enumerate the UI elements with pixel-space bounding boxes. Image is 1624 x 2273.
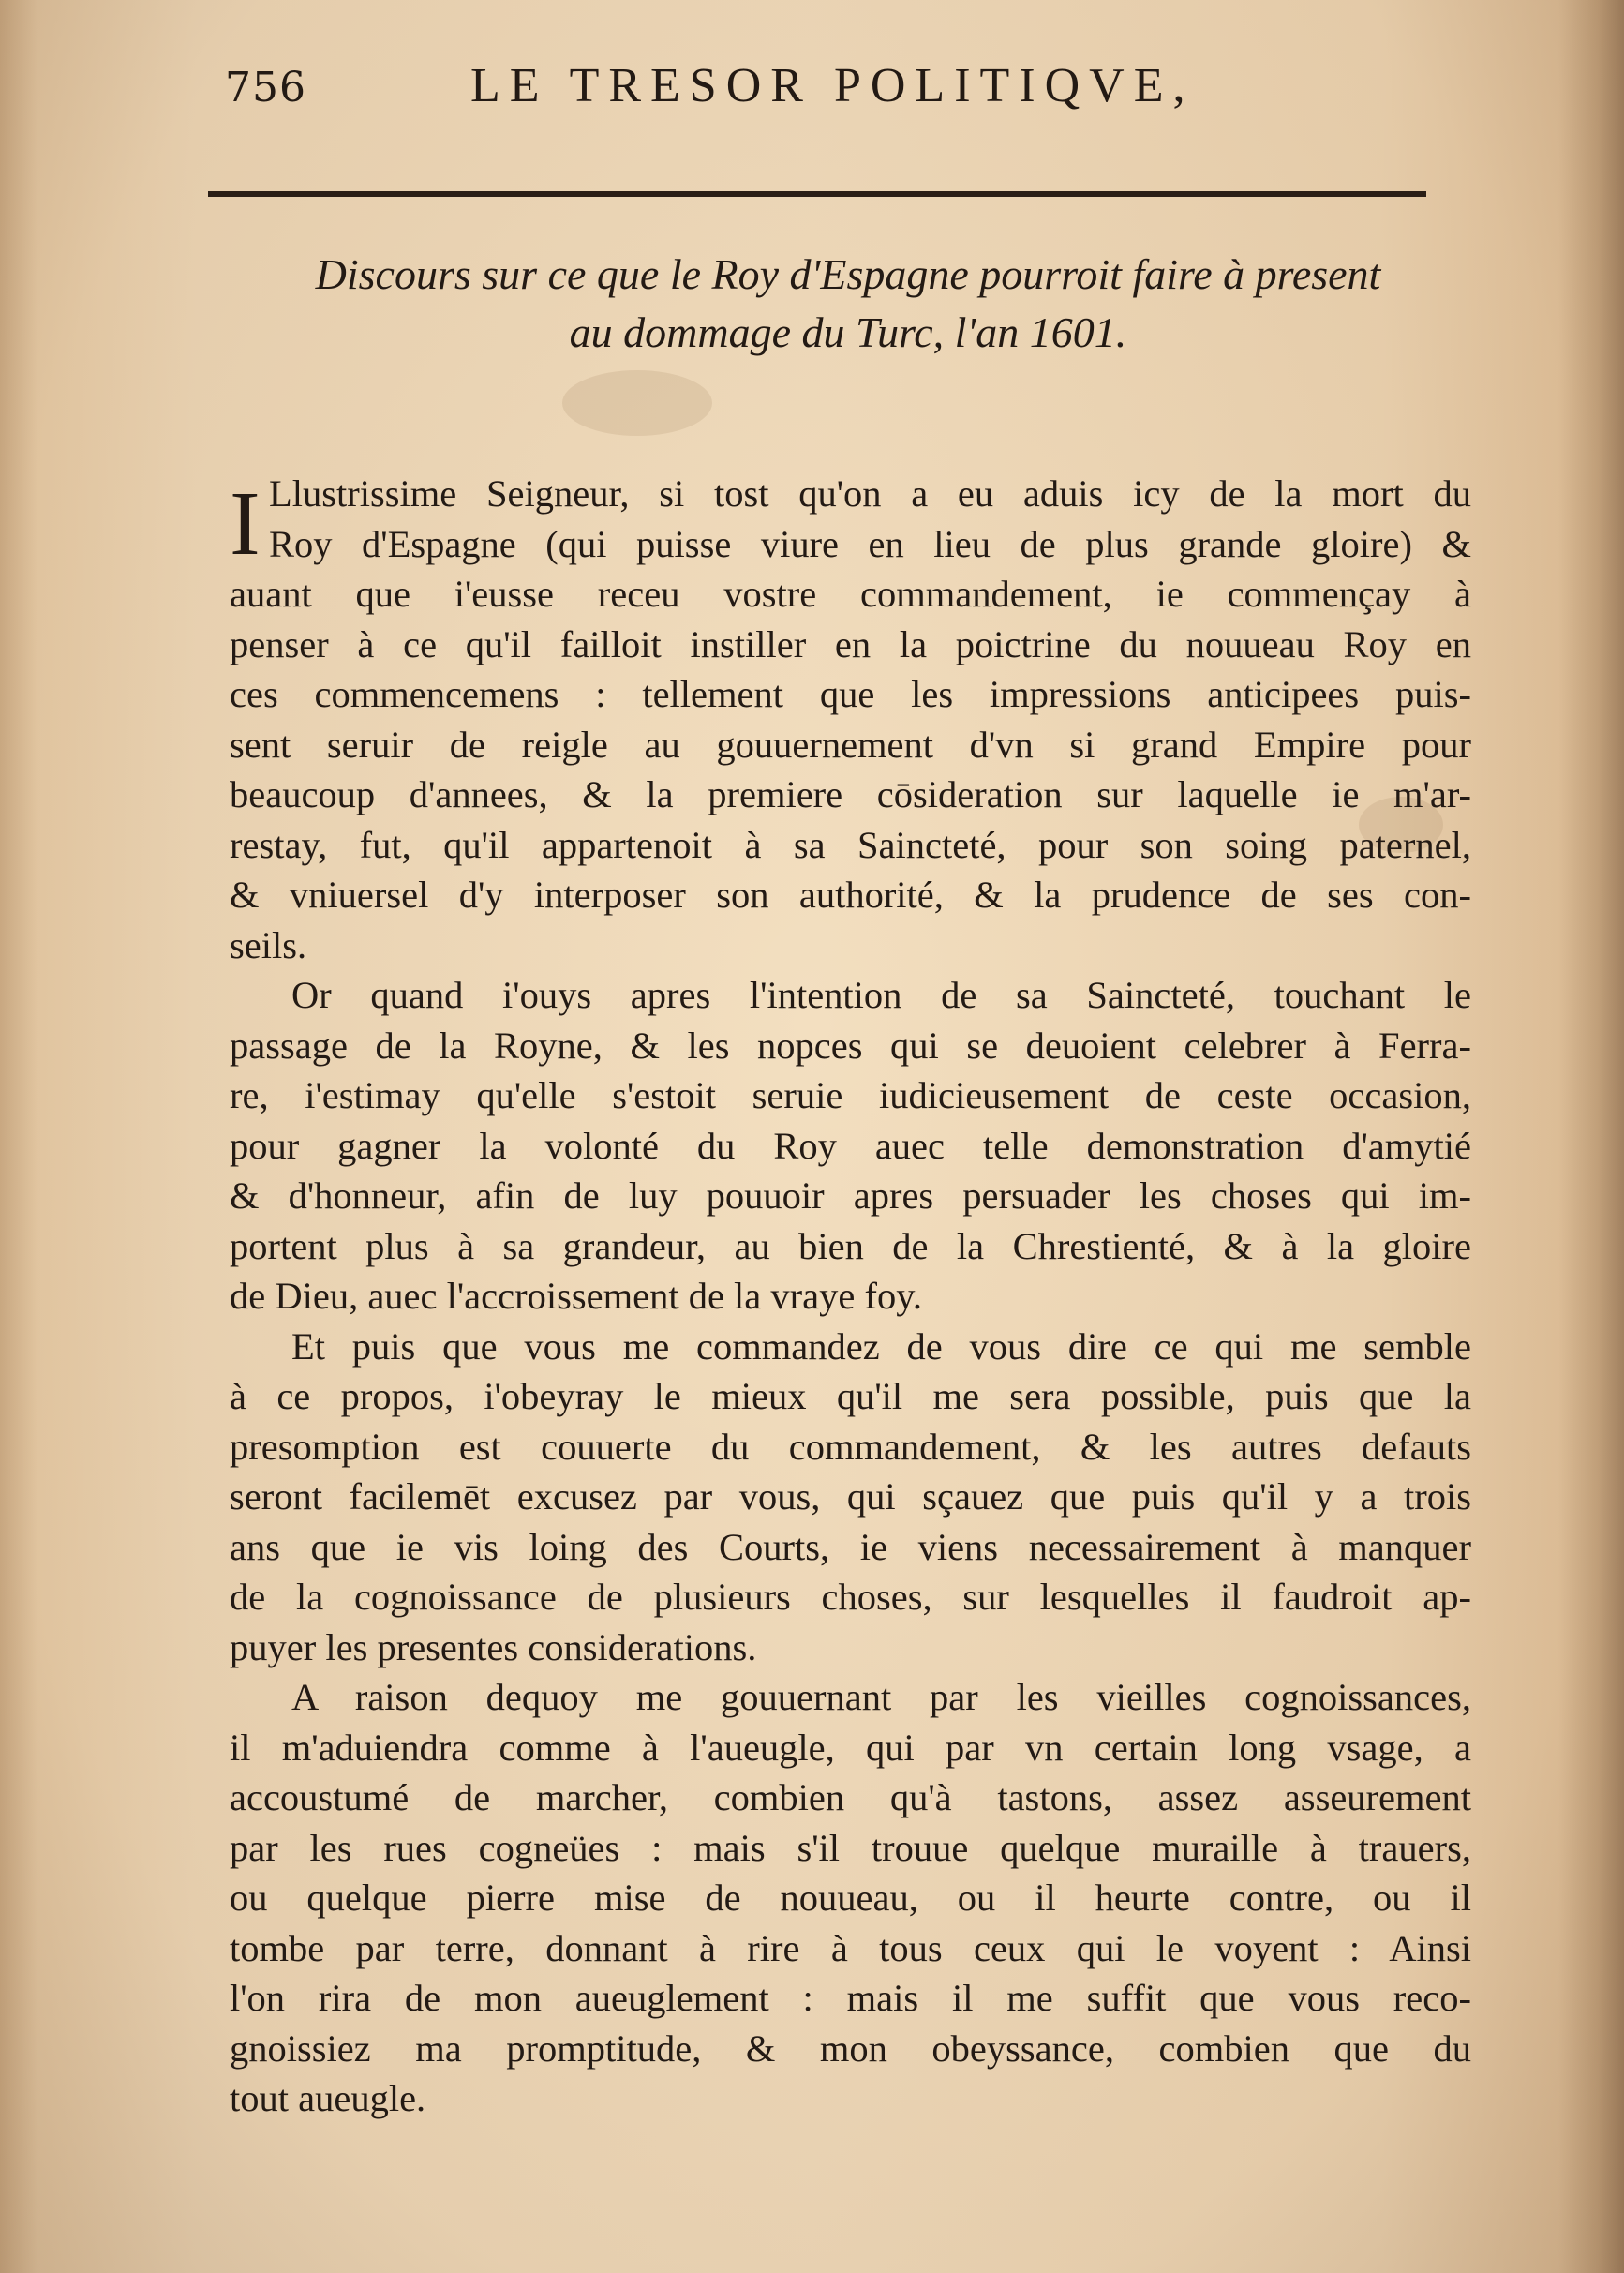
text-line: de la cognoissance de plusieurs choses, sur lesquelles il faudroit ap- bbox=[230, 1576, 1471, 1618]
paper-stain bbox=[562, 370, 712, 436]
chapter-title-line: au dommage du Turc, l'an 1601. bbox=[569, 308, 1127, 356]
text-line: l'on rira de mon aueuglement : mais il me suffit que vous reco- bbox=[230, 1977, 1471, 2019]
chapter-title-line: Discours sur ce que le Roy d'Espagne pourroit faire à present bbox=[315, 250, 1381, 298]
running-head bbox=[225, 58, 1499, 124]
text-line: tout aueugle. bbox=[230, 2077, 426, 2119]
body-text bbox=[230, 469, 1471, 2124]
text-line: de Dieu, auec l'accroissement de la vraye foy. bbox=[230, 1275, 922, 1317]
text-line: & d'honneur, afin de luy pouuoir apres persuader les choses qui im- bbox=[230, 1174, 1471, 1217]
text-line: Llustrissime Seigneur, si tost qu'on a eu aduis icy de la mort du bbox=[269, 472, 1471, 515]
text-line: Et puis que vous me commandez de vous dire ce qui me semble bbox=[291, 1324, 1471, 1368]
text-line: seront facilemēt excusez par vous, qui sçauez que puis qu'il y a trois bbox=[230, 1475, 1471, 1518]
text-line: gnoissiez ma promptitude, & mon obeyssance, combien que du bbox=[230, 2026, 1471, 2070]
page-edge-shadow bbox=[0, 0, 37, 2273]
page-number: 756 bbox=[225, 64, 306, 112]
text-line: beaucoup d'annees, & la premiere cōsideration sur laquelle ie m'ar- bbox=[230, 773, 1471, 815]
text-line: ans que ie vis loing des Courts, ie viens necessairement à manquer bbox=[230, 1525, 1471, 1568]
text-line: & vniuersel d'y interposer son authorité, & la prudence de ses con- bbox=[230, 874, 1471, 916]
drop-cap: I bbox=[230, 473, 261, 575]
text-line: re, i'estimay qu'elle s'estoit seruie iudicieusement de ceste occasion, bbox=[230, 1074, 1471, 1116]
text-line: Roy d'Espagne (qui puisse viure en lieu de plus grande gloire) & bbox=[269, 522, 1471, 565]
text-line: passage de la Royne, & les nopces qui se deuoient celebrer à Ferra- bbox=[230, 1024, 1471, 1067]
text-line: tombe par terre, donnant à rire à tous ceux qui le voyent : Ainsi bbox=[230, 1926, 1471, 1969]
text-line: par les rues cogneües : mais s'il trouue quelque muraille à trauers, bbox=[230, 1826, 1471, 1869]
text-line: penser à ce qu'il failloit instiller en la poictrine du nouueau Roy en bbox=[230, 622, 1471, 665]
header-rule bbox=[208, 191, 1426, 197]
chapter-title bbox=[225, 246, 1471, 362]
text-line: ces commencemens : tellement que les impressions anticipees puis- bbox=[230, 673, 1471, 715]
text-line: pour gagner la volonté du Roy auec telle demonstration d'amytié bbox=[230, 1124, 1471, 1167]
text-line: il m'aduiendra comme à l'aueugle, qui par vn certain long vsage, a bbox=[230, 1726, 1471, 1769]
text-line: portent plus à sa grandeur, au bien de la Chrestienté, & à la gloire bbox=[230, 1224, 1471, 1267]
text-line: A raison dequoy me gouuernant par les vieilles cognoissances, bbox=[291, 1676, 1471, 1718]
text-line: seils. bbox=[230, 923, 307, 966]
text-line: restay, fut, qu'il appartenoit à sa Saincteté, pour son soing paternel, bbox=[230, 823, 1471, 866]
text-line: à ce propos, i'obeyray le mieux qu'il me sera possible, puis que la bbox=[230, 1375, 1471, 1417]
text-line: auant que i'eusse receu vostre commandement, ie commençay à bbox=[230, 573, 1471, 615]
text-line: ou quelque pierre mise de nouueau, ou il heurte contre, ou il bbox=[230, 1877, 1471, 1919]
text-line: Or quand i'ouys apres l'intention de sa Saincteté, touchant le bbox=[291, 974, 1471, 1016]
text-line: presomption est couuerte du commandement, & les autres defauts bbox=[230, 1425, 1471, 1468]
text-line: sent seruir de reigle au gouuernement d'vn si grand Empire pour bbox=[230, 723, 1471, 766]
text-line: accoustumé de marcher, combien qu'à tastons, assez asseurement bbox=[230, 1776, 1471, 1818]
running-title: LE TRESOR POLITIQVE, bbox=[470, 59, 1195, 112]
spine-shadow bbox=[1558, 0, 1624, 2273]
text-line: puyer les presentes considerations. bbox=[230, 1625, 757, 1668]
